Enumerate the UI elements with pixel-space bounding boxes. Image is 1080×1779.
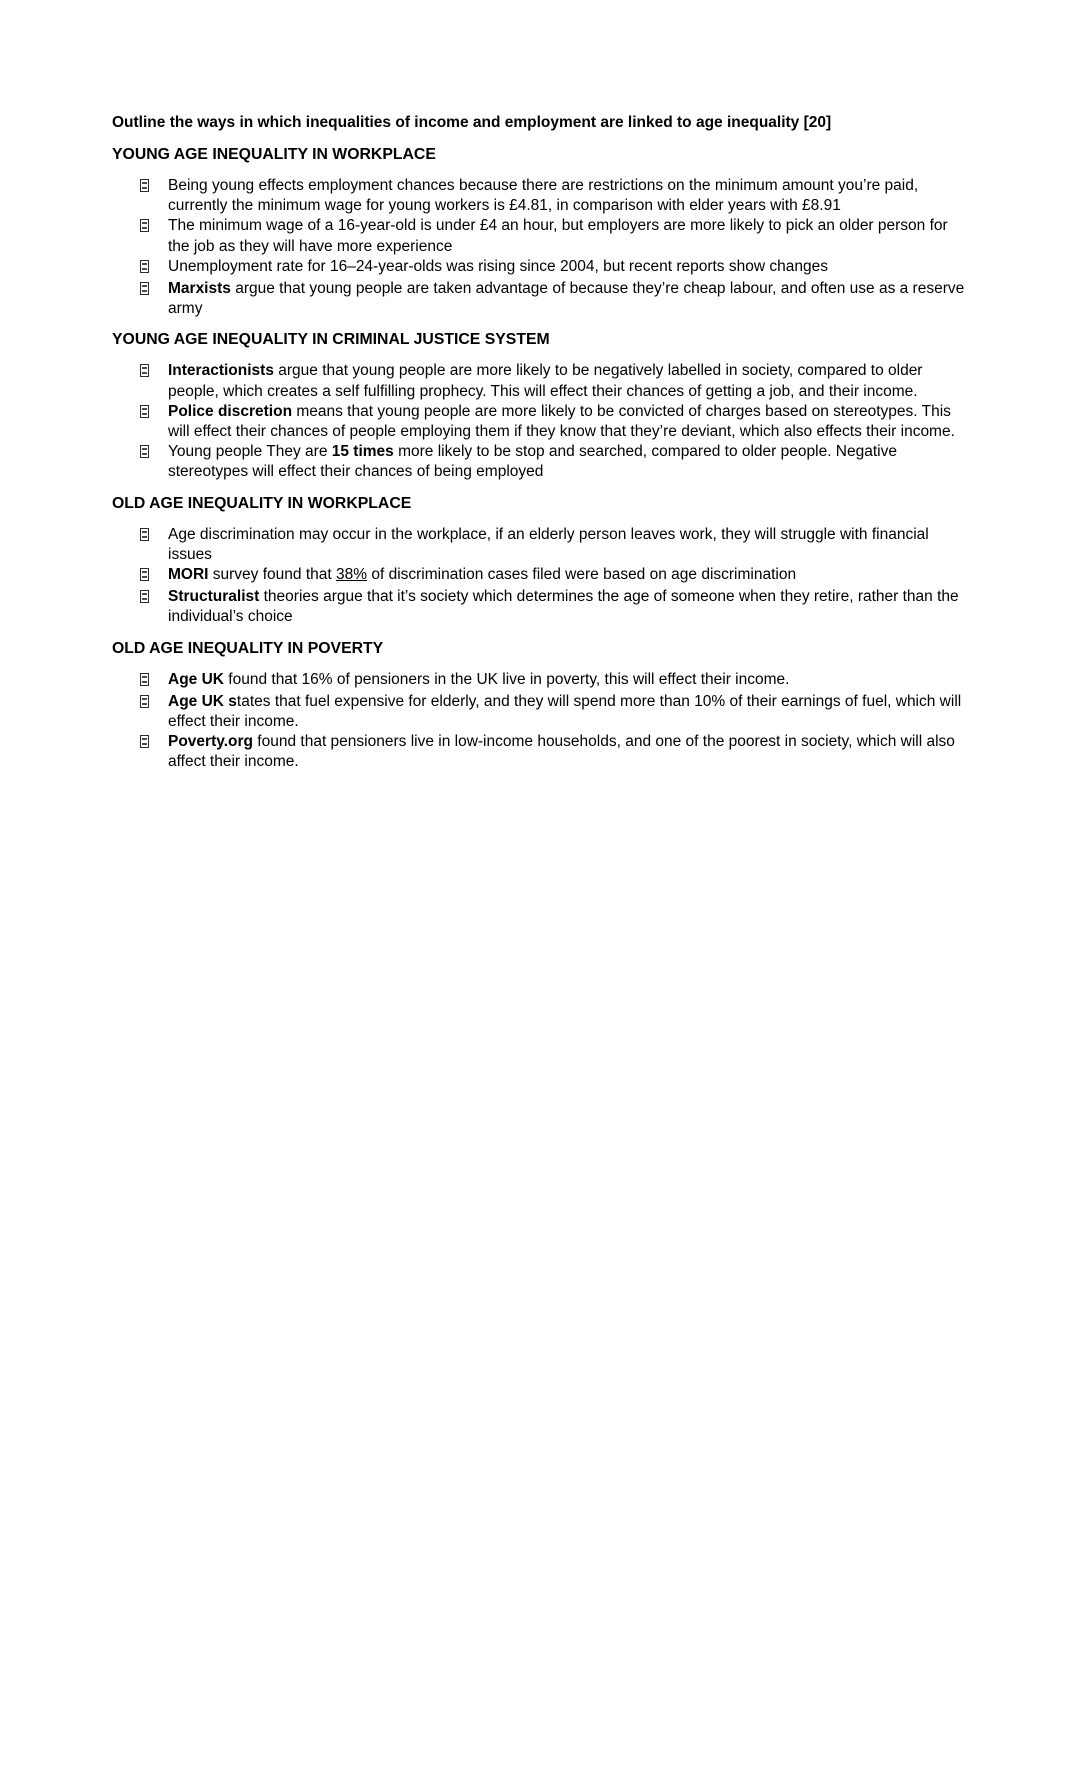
bullet-marker-cell [112, 402, 168, 424]
bullet-marker-cell [112, 361, 168, 383]
document-body [112, 145, 968, 773]
bullet-missing-glyph-icon [140, 673, 149, 686]
list-item [112, 279, 968, 319]
list-item-text: MORI survey found that 38% of discrimination cases filed were based on age discrimination [168, 566, 797, 584]
bullet-marker-cell [112, 670, 168, 692]
list-item-text: Police discretion means that young people are more likely to be convicted of charges based on stereotypes. This will effect their chances of people employing them if they know that they’re deviant, which also effects their income. [168, 402, 955, 441]
bullet-missing-glyph-icon [140, 528, 149, 541]
list-item [112, 525, 968, 565]
list-item-text: Structuralist theories argue that it’s society which determines the age of someone when they retire, rather than the individual’s choice [168, 588, 959, 626]
bullet-missing-glyph-icon [140, 590, 149, 603]
list-item-text: Unemployment rate for 16–24-year-olds was rising since 2004, but recent reports show changes [168, 257, 828, 275]
bullet-missing-glyph-icon [140, 179, 149, 192]
bullet-missing-glyph-icon [140, 219, 149, 232]
bullet-marker-cell [112, 565, 168, 587]
list-item-text: Age discrimination may occur in the workplace, if an elderly person leaves work, they will struggle with financial issues [168, 525, 929, 563]
bullet-list [112, 176, 968, 319]
section-heading-3: OLD AGE INEQUALITY IN POVERTY [112, 639, 384, 657]
bullet-marker-cell [112, 525, 168, 547]
list-item-text: Interactionists argue that young people are more likely to be negatively labelled in society, compared to older people, which creates a self fulfilling prophecy. This will effect their chances of getting a job, and their income. [168, 362, 923, 400]
section-heading-0: YOUNG AGE INEQUALITY IN WORKPLACE [112, 146, 436, 163]
bullet-missing-glyph-icon [140, 260, 149, 273]
list-item [112, 216, 968, 256]
list-item [112, 732, 968, 772]
list-item [112, 565, 968, 587]
bullet-list [112, 670, 968, 773]
bullet-missing-glyph-icon [140, 735, 149, 748]
bullet-marker-cell [112, 587, 168, 609]
bullet-marker-cell [112, 279, 168, 301]
bullet-missing-glyph-icon [140, 568, 149, 581]
list-item-text: Age UK found that 16% of pensioners in the UK live in poverty, this will effect their income. [168, 670, 790, 688]
list-item-text: The minimum wage of a 16-year-old is under £4 an hour, but employers are more likely to pick an older person for the job as they will have more experience [168, 217, 948, 255]
list-item [112, 692, 968, 732]
list-item-text: Young people They are 15 times more likely to be stop and searched, compared to older people. Negative stereotypes will effect their chances of being employed [168, 443, 897, 481]
document-title: Outline the ways in which inequalities of income and employment are linked to age inequality [20] [112, 114, 832, 131]
bullet-marker-cell [112, 216, 168, 238]
list-item-text: Age UK states that fuel expensive for elderly, and they will spend more than 10% of their earnings of fuel, which will effect their income. [168, 692, 962, 731]
list-item [112, 257, 968, 279]
bullet-marker-cell [112, 257, 168, 279]
list-item-text: Poverty.org found that pensioners live in low-income households, and one of the poorest in society, which will also affect their income. [168, 733, 955, 771]
list-item [112, 587, 968, 627]
section-heading-1: YOUNG AGE INEQUALITY IN CRIMINAL JUSTICE SYSTEM [112, 331, 550, 349]
bullet-missing-glyph-icon [140, 695, 149, 708]
list-item-text: Being young effects employment chances because there are restrictions on the minimum amount you’re paid, currently the minimum wage for young workers is £4.81, in comparison with elder years with £8.91 [168, 177, 919, 215]
bullet-list [112, 525, 968, 628]
list-item [112, 402, 968, 442]
list-item-text: Marxists argue that young people are taken advantage of because they’re cheap labour, and often use as a reserve army [168, 280, 965, 318]
document-page [0, 0, 1080, 823]
bullet-missing-glyph-icon [140, 445, 149, 458]
bullet-marker-cell [112, 732, 168, 754]
bullet-missing-glyph-icon [140, 405, 149, 418]
bullet-marker-cell [112, 442, 168, 464]
bullet-marker-cell [112, 176, 168, 198]
bullet-missing-glyph-icon [140, 282, 149, 295]
list-item [112, 442, 968, 482]
bullet-list [112, 361, 968, 482]
bullet-missing-glyph-icon [140, 364, 149, 377]
list-item [112, 670, 968, 692]
bullet-marker-cell [112, 692, 168, 714]
list-item [112, 361, 968, 401]
section-heading-2: OLD AGE INEQUALITY IN WORKPLACE [112, 494, 412, 512]
list-item [112, 176, 968, 216]
